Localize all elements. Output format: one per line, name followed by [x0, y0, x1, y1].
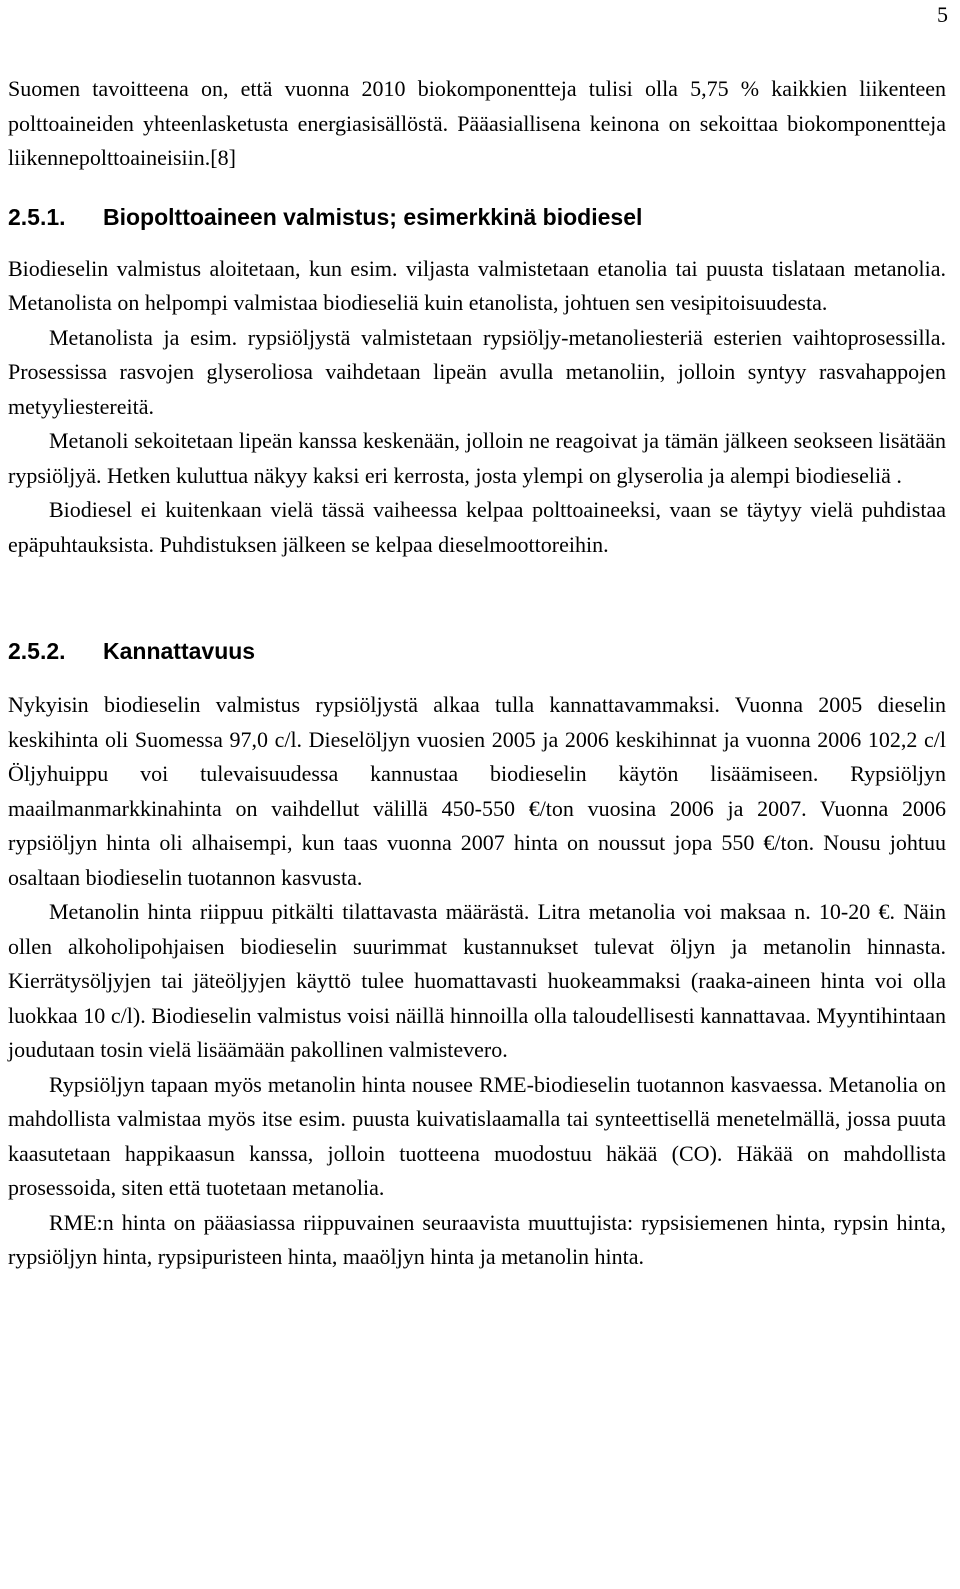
section-number: 2.5.1.	[8, 203, 66, 230]
paragraph: RME:n hinta on pääasiassa riippuvainen seuraavista muuttujista: rypsisiemenen hinta, rypsin hinta, rypsiöljyn hinta, rypsipuristeen hinta, maaöljyn hinta ja metanolin hinta.	[8, 1209, 946, 1269]
section-heading-2-5-2	[8, 634, 946, 668]
section-title: Kannattavuus	[103, 638, 256, 664]
section-heading-2-5-1	[8, 200, 946, 234]
paragraph: Metanolista ja esim. rypsiöljystä valmistetaan rypsiöljy-metanoliesteriä esterien vaihtoprosessilla. Prosessissa rasvojen glyseroliosa vaihdetaan lipeän avulla metanoliin, jolloin syntyy rasvahappojen metyyliestereitä.	[8, 324, 946, 419]
paragraph: Metanoli sekoitetaan lipeän kanssa keskenään, jolloin ne reagoivat ja tämän jälkeen seokseen lisätään rypsiöljyä. Hetken kuluttua näkyy kaksi eri kerrosta, josta ylempi on glyserolia ja alempi biodieseliä .	[8, 428, 946, 488]
page-number: 5	[937, 2, 948, 27]
paragraph: Nykyisin biodieselin valmistus rypsiöljystä alkaa tulla kannattavammaksi. Vuonna 2005 dieselin keskihinta oli Suomessa 97,0 c/l. Dieselöljyn vuosien 2005 ja 2006 keskihinnat ja vuonna 2006 102,2 c/l Öljyhuippu voi tulevaisuudessa kannustaa biodieselin käytön lisäämiseen. Rypsiöljyn maailmanmarkkinahinta on vaihdellut välillä 450-550 €/ton vuosina 2006 ja 2007. Vuonna 2006 rypsiöljyn hinta oli alhaisempi, kun taas vuonna 2007 hinta on noussut jopa 550 €/ton. Nousu johtuu osaltaan biodieselin tuotannon kasvusta.	[8, 692, 946, 890]
intro-paragraph: Suomen tavoitteena on, että vuonna 2010 biokomponentteja tulisi olla 5,75 % kaikkien liikenteen polttoaineiden yhteenlasketusta energiasisällöstä. Pääasiallisena keinona on sekoittaa biokomponentteja liikennepolttoaineisiin.[8]	[8, 76, 946, 170]
document-body	[8, 72, 946, 1275]
section-title: Biopolttoaineen valmistus; esimerkkinä biodiesel	[103, 203, 643, 230]
paragraph: Biodieselin valmistus aloitetaan, kun esim. viljasta valmistetaan etanolia tai puusta tislataan metanolia. Metanolista on helpompi valmistaa biodieseliä kuin etanolista, johtuen sen vesipitoisuudesta.	[8, 255, 946, 315]
paragraph: Biodiesel ei kuitenkaan vielä tässä vaiheessa kelpaa polttoaineeksi, vaan se täytyy vielä puhdistaa epäpuhtauksista. Puhdistuksen jälkeen se kelpaa dieselmoottoreihin.	[8, 497, 946, 557]
section-number: 2.5.2.	[8, 638, 66, 664]
paragraph: Metanolin hinta riippuu pitkälti tilattavasta määrästä. Litra metanolia voi maksaa n. 10-20 €. Näin ollen alkoholipohjaisen biodieselin suurimmat kustannukset tulevat öljyn ja metanolin hinnasta. Kierrätysöljyjen tai jäteöljyjen käyttö tulee huomattavasti huokeammaksi (raaka-aineen hinta voi olla luokkaa 10 c/l). Biodieselin valmistus voisi näillä hinnoilla olla taloudellisesti kannattavaa. Myyntihintaan joudutaan tosin vielä lisäämään pakollinen valmistevero.	[8, 899, 946, 1062]
paragraph: Rypsiöljyn tapaan myös metanolin hinta nousee RME-biodieselin tuotannon kasvaessa. Metanolia on mahdollista valmistaa myös itse esim. puusta kuivatislaamalla tai synteettisellä menetelmällä, jossa puuta kaasutetaan happikaasun kanssa, jolloin tuotteena muodostuu häkää (CO). Häkää on mahdollista prosessoida, siten että tuotetaan metanolia.	[8, 1071, 946, 1200]
